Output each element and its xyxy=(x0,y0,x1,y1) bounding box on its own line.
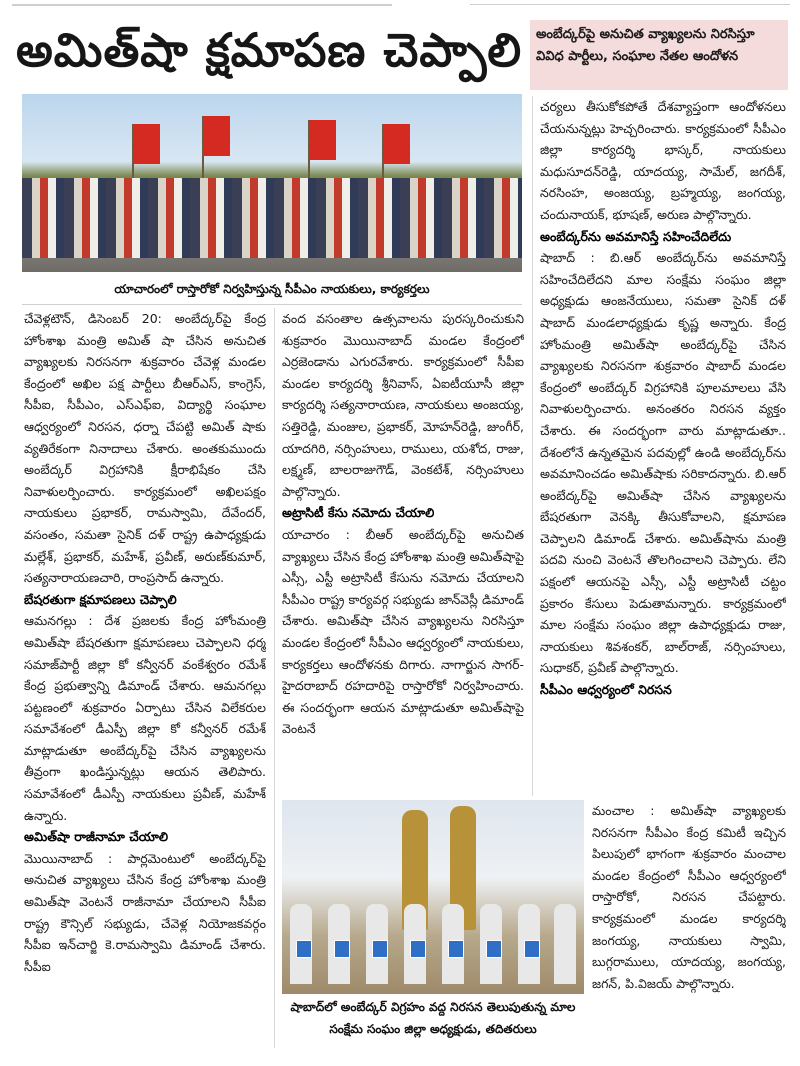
paragraph: ఆమనగల్లు : దేశ ప్రజలకు కేంద్ర హోంమంత్రి అమిత్‌షా బేషరతుగా క్షమాపణలు చెప్పాలని ధర్మ సమాజ్‌పార్టీ జిల్లా కో కన్వీనర్ వంకేశ్వరం రమేశ్ కేంద్ర ప్రభుత్వాన్ని డిమాండ్ చేశారు. ఆమనగల్లు పట్టణంలో శుక్రవారం ఏర్పాటు చేసిన విలేకరుల సమావేశంలో డీఎస్పీ జిల్లా కో కన్వీనర్ రమేశ్ మాట్లాడుతూ అంబేద్కర్‌పై చేసిన వ్యాఖ్యలను తీవ్రంగా ఖండిస్తున్నట్లు ఆయన తెలిపారు. సమావేశంలో డీఎస్పీ నాయకులు ప్రవీణ్, మహేశ్ ఉన్నారు. xyxy=(24,613,266,823)
portrait-placard xyxy=(524,940,540,958)
subheading: అమిత్‌షా రాజీనామా చేయాలి xyxy=(24,829,168,845)
paragraph: షాబాద్ : బి.ఆర్ అంబేద్కర్‌ను అవమానిస్తే సహించేదిలేదని మాల సంక్షేమ సంఘం జిల్లా అధ్యక్షుడు ఆంజనేయులు, సమతా సైనిక్ దళ్ షాబాద్ మండలాధ్యక్షుడు కృష్ణ అన్నారు. కేంద్ర హోంమంత్రి అమిత్‌షా అంబేద్కర్‌పై చేసిన వ్యాఖ్యలకు నిరసనగా శుక్రవారం షాబాద్ మండల కేంద్రంలో అంబేద్కర్ విగ్రహానికి పూలమాలలు వేసి నివాళులర్పించారు. అనంతరం నిరసన వ్యక్తం చేశారు. ఈ సందర్భంగా వారు మాట్లాడుతూ.. దేశంలోనే ఉన్నతమైన పదవుల్లో ఉండి అంబేద్కర్‌ను అవమానించడం అమిత్‌షాకు సరికాదన్నారు. బి.ఆర్ అంబేద్కర్‌పై అమిత్‌షా చేసిన వ్యాఖ్యలను బేషరతుగా వెనక్కి తీసుకోవాలని, క్షమాపణ చెప్పాలని డిమాండ్ చేశారు. అమిత్‌షాను మంత్రి పదవి నుంచి వెంటనే తొలగించాలని చెప్పారు. లేని పక్షంలో ఆయనపై ఎస్సీ, ఎస్టీ అట్రాసిటీ చట్టం ప్రకారం కేసులు పెడుతామన్నారు. కార్యక్రమంలో మాల సంక్షేమ సంఘం జిల్లా ఉపాధ్యక్షుడు రాజు, నాయకులు శివశంకర్, బాల్‌రాజ్, నర్సింహులు, సుధాకర్, ప్రవీణ్ పాల్గొన్నారు. xyxy=(540,250,786,676)
rally-photo xyxy=(22,94,522,272)
subheading: అట్రాసిటీ కేసు నమోదు చేయాలి xyxy=(282,505,435,521)
subheading: సీపీఎం ఆధ్వర్యంలో నిరసన xyxy=(540,682,672,698)
crowd-image xyxy=(22,178,522,258)
portrait-placard xyxy=(296,940,312,958)
portrait-placard xyxy=(486,940,502,958)
article-column-2 xyxy=(282,308,524,788)
red-flag-icon xyxy=(310,120,336,160)
top-rule-right xyxy=(470,4,790,5)
article-column-1 xyxy=(24,308,266,1048)
portrait-placard xyxy=(334,940,350,958)
paragraph: వంద వసంతాల ఉత్సవాలను పురస్కరించుకుని శుక్రవారం మొయినాబాద్ మండల కేంద్రంలో ఎర్రజెండాను ఎగురవేశారు. కార్యక్రమంలో సీపీఐ మండల కార్యదర్శి శ్రీనివాస్, ఏఐటీయూసీ జిల్లా కార్యదర్శి సత్యనారాయణ, నాయకులు అంజయ్య, సత్తిరెడ్డి, మంజుల, ప్రభాకర్, మోహన్‌రెడ్డి, జుంగీర్, యాదగిరి, నర్సింహులు, రాములు, యశోద, రాజు, లక్ష్మణ్, బాలరాజుగౌడ్, వెంకటేశ్, నర్సింహులు పాల్గొన్నారు. xyxy=(282,311,524,499)
deck-subheading: అంబేద్కర్‌పై అనుచిత వ్యాఖ్యలను నిరసిస్తూ వివిధ పార్టీలు, సంఘాల నేతల ఆందోళన xyxy=(530,20,788,90)
portrait-placard xyxy=(372,940,388,958)
person-image xyxy=(554,904,576,984)
column-divider xyxy=(532,96,533,796)
paragraph: మొయినాబాద్ : పార్లమెంటులో అంబేద్కర్‌పై అనుచిత వ్యాఖ్యలు చేసిన కేంద్ర హోంశాఖ మంత్రి అమిత్‌షా వెంటనే రాజీనామా చేయాలని సీపీఐ రాష్ట్ర కౌన్సిల్ సభ్యుడు, చేవెళ్ల నియోజకవర్గం సీపీఐ ఇన్‌చార్జి కె.రామస్వామి డిమాండ్ చేశారు. సీపీఐ xyxy=(24,850,266,974)
portrait-placard xyxy=(410,940,426,958)
article-column-3-continued xyxy=(592,800,786,1050)
photo-caption: యాచారంలో రాస్తారోకో నిర్వహిస్తున్న సీపీఎం నాయకులు, కార్యకర్తలు xyxy=(22,274,522,305)
paragraph: మంచాల : అమిత్‌షా వ్యాఖ్యలకు నిరసనగా సీపీఎం కేంద్ర కమిటీ ఇచ్చిన పిలుపులో భాగంగా శుక్రవారం మంచాల మండల కేంద్రంలో సీపీఎం ఆధ్వర్యంలో రాస్తారోకో, నిరసన చేపట్టారు. కార్యక్రమంలో మండల కార్యదర్శి జంగయ్య, నాయకులు స్వామి, బుగ్గరాములు, యాదయ్య, జంగయ్య, జగన్, పి.విజయ్ పాల్గొన్నారు. xyxy=(592,803,786,991)
paragraph: చర్యలు తీసుకోకపోతే దేశవ్యాప్తంగా ఆందోళనలు చేయనున్నట్లు హెచ్చరించారు. కార్యక్రమంలో సీపీఎం జిల్లా కార్యదర్శి భాస్కర్, నాయకులు మధుసూదన్‌రెడ్డి, యాదయ్య, సామేల్, జగదీశ్, నరసింహ, అంజయ్య, బ్రహ్మయ్య, జంగయ్య, చందునాయక్, భూషణ్, అరుణ పాల్గొన్నారు. xyxy=(540,99,786,222)
photo-caption: షాబాద్‌లో అంబేద్కర్ విగ్రహం వద్ద నిరసన తెలుపుతున్న మాల సంక్షేమ సంఘం జిల్లా అధ్యక్షుడు, తదితరులు xyxy=(290,1000,576,1036)
red-flag-icon xyxy=(384,124,410,164)
column-divider xyxy=(274,308,275,1048)
red-flag-icon xyxy=(134,124,160,164)
subheading: అంబేద్కర్‌ను అవమానిస్తే సహించేదిలేదు xyxy=(540,228,732,244)
red-flag-icon xyxy=(204,116,230,156)
top-rule xyxy=(12,4,392,6)
statue-photo xyxy=(282,800,584,994)
subheading: బేషరతుగా క్షమాపణలు చెప్పాలి xyxy=(24,591,177,607)
article-column-3 xyxy=(540,96,786,796)
paragraph: చేవెళ్లటౌన్, డిసెంబర్ 20: అంబేద్కర్‌పై కేంద్ర హోంశాఖ మంత్రి అమిత్ షా చేసిన అనుచిత వ్యాఖ్యలకు నిరసనగా శుక్రవారం చేవెళ్ల మండల కేంద్రంలో అఖిల పక్ష పార్టీలు బీఆర్ఎస్, కాంగ్రెస్, సీపీఐ, సీపీఎం, ఎస్ఎఫ్ఐ, విద్యార్థి సంఘాల ఆధ్వర్యంలో నిరసన, ధర్నా చేపట్టి అమిత్ షాకు వ్యతిరేకంగా నినాదాలు చేశారు. అంతకుముందు అంబేద్కర్ విగ్రహానికి క్షీరాభిషేకం చేసి నివాళులర్పించారు. కార్యక్రమంలో అఖిలపక్షం నాయకులు ప్రభాకర్, రామస్వామి, దేవేందర్, వసంతం, సమతా సైనిక్ దళ్ రాష్ట్ర ఉపాధ్యక్షుడు మల్లేశ్, ప్రభాకర్, మహేశ్, ప్రవీణ్, అరుణ్‌కుమార్, సత్యనారాయణచారి, రాంప్రసాద్ ఉన్నారు. xyxy=(24,311,266,586)
portrait-placard xyxy=(448,940,464,958)
paragraph: యాచారం : బీఆర్ అంబేద్కర్‌పై అనుచిత వ్యాఖ్యలు చేసిన కేంద్ర హోంశాఖ మంత్రి అమిత్‌షాపై ఎస్సీ, ఎస్టీ అట్రాసిటీ కేసును నమోదు చేయాలని సీపీఎం రాష్ట్ర కార్యవర్గ సభ్యుడు జాన్‌వెస్లీ డిమాండ్ చేశారు. అమిత్‌షా చేసిన వ్యాఖ్యలను నిరసిస్తూ మండల కేంద్రంలో సీపీఎం ఆధ్వర్యంలో నాయకులు, కార్యకర్తలు ఆందోళనకు దిగారు. నాగార్జున సాగర్-హైదరాబాద్ రహదారిపై రాస్తారోకో నిర్వహించారు. ఈ సందర్భంగా ఆయన మాట్లాడుతూ అమిత్‌షాపై వెంటనే xyxy=(282,526,524,737)
headline: అమిత్‌షా క్షమాపణ చెప్పాలి xyxy=(16,23,523,77)
